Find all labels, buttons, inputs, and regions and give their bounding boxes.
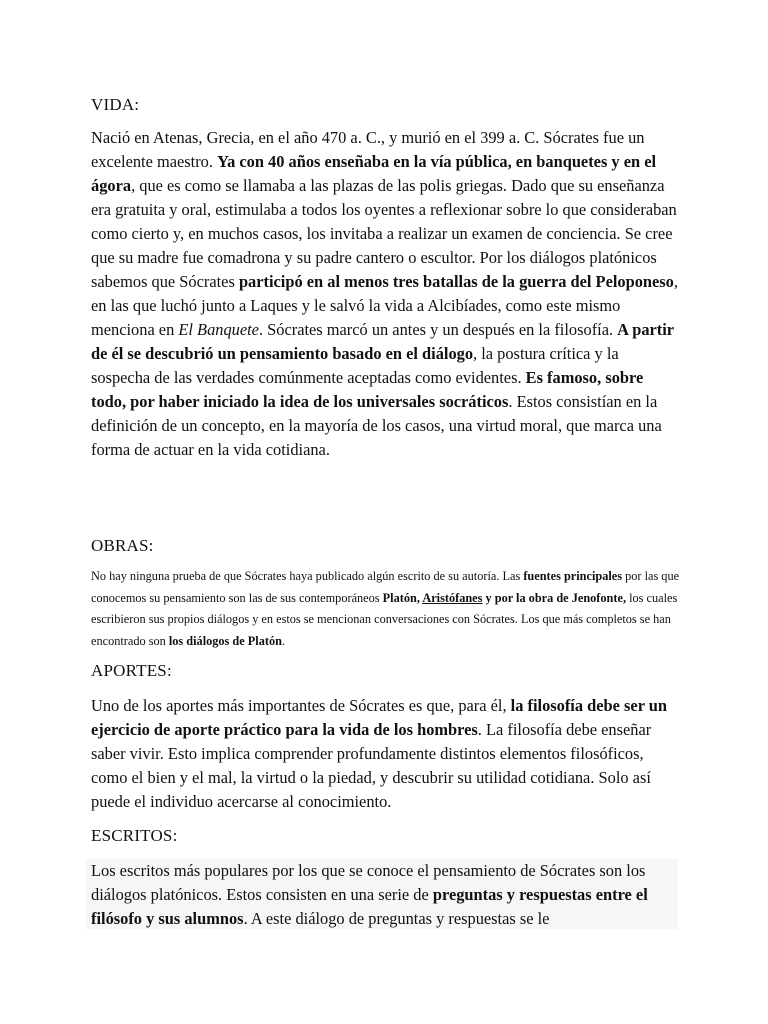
bold-text-run: Es famoso, sobre todo, por haber iniciado la idea de los universales socráticos [91, 368, 644, 411]
text-run: por las que conocemos su pensamiento son las de sus contemporáneos [91, 569, 680, 605]
text-run: Nació en Atenas, Grecia, en el año 470 a. C., y murió en el 399 a. C. Sócrates fue un excelente maestro. [91, 128, 645, 171]
text-run: No hay ninguna prueba de que Sócrates haya publicado algún escrito de su autoría. Las [91, 569, 524, 583]
italic-text-run: El Banquete [178, 320, 259, 339]
bold-text-run: Platón [382, 590, 417, 605]
text-run: los cuales escribieron sus propios diálogos y en estos se mencionan conversaciones con Sócrates. Los que más completos se han encontrado son [91, 590, 678, 648]
bold-text-run: la filosofía debe ser un ejercicio de aporte práctico para la vida de los hombres [91, 696, 667, 739]
bold-text-run: los diálogos de Platón [168, 633, 282, 648]
text-run: , en las que luchó junto a Laques y le salvó la vida a Alcibíades, como este mismo menciona en [91, 272, 678, 339]
heading-obras: OBRAS: [91, 536, 154, 555]
text-run: . A este diálogo de preguntas y respuestas se le [243, 909, 550, 928]
bold-text-run: y por la obra de Jenofonte, [482, 590, 627, 605]
text-run: . [281, 633, 286, 648]
bold-text-run: , [416, 590, 423, 605]
heading-vida: VIDA: [91, 95, 140, 114]
bold-text-run: fuentes principales [523, 569, 623, 583]
bold-text-run: Ya con 40 años enseñaba en la vía pública, en banquetes y en el ágora [91, 152, 657, 195]
bold-text-run: A partir de él se descubrió un pensamiento basado en el diálogo [91, 320, 674, 363]
heading-aportes: APORTES: [91, 661, 172, 680]
paragraph-aportes [91, 694, 679, 814]
text-run: , la postura crítica y la sospecha de las verdades comúnmente aceptadas como evidentes. [91, 344, 619, 387]
text-run: . Estos consistían en la definición de un concepto, en la mayoría de los casos, una virtud moral, que marca una forma de actuar en la vida cotidiana. [91, 392, 662, 459]
bold-text-run: participó en al menos tres batallas de la guerra del Peloponeso [238, 272, 674, 291]
text-run: Uno de los aportes más importantes de Sócrates es que, para él, [91, 696, 511, 715]
paragraph-escritos [91, 859, 679, 929]
bold-text-run: Aristófanes [422, 590, 483, 605]
paragraph-vida [91, 126, 679, 462]
heading-escritos: ESCRITOS: [91, 826, 178, 845]
text-run: Los escritos más populares por los que se conoce el pensamiento de Sócrates son los diálogos platónicos. Estos consisten en una serie de [91, 861, 646, 904]
text-run: . La filosofía debe enseñar saber vivir. Esto implica comprender profundamente distintos elementos filosóficos, como el bien y el mal, la virtud o la piedad, y descubrir su utilidad cotidiana. Solo así puede el individuo acercarse al conocimiento. [91, 720, 652, 811]
text-run: , que es como se llamaba a las plazas de las polis griegas. Dado que su enseñanza era gratuita y oral, estimulaba a todos los oyentes a reflexionar sobre lo que consideraban como cierto y, en muchos casos, los invitaba a realizar un examen de conciencia. Se cree que su madre fue comadrona y su padre cantero o escultor. Por los diálogos platónicos sabemos que Sócrates [91, 176, 677, 291]
bold-text-run: preguntas y respuestas entre el filósofo y sus alumnos [91, 885, 648, 928]
paragraph-obras [91, 566, 681, 652]
text-run: . Sócrates marcó un antes y un después en la filosofía. [258, 320, 618, 339]
